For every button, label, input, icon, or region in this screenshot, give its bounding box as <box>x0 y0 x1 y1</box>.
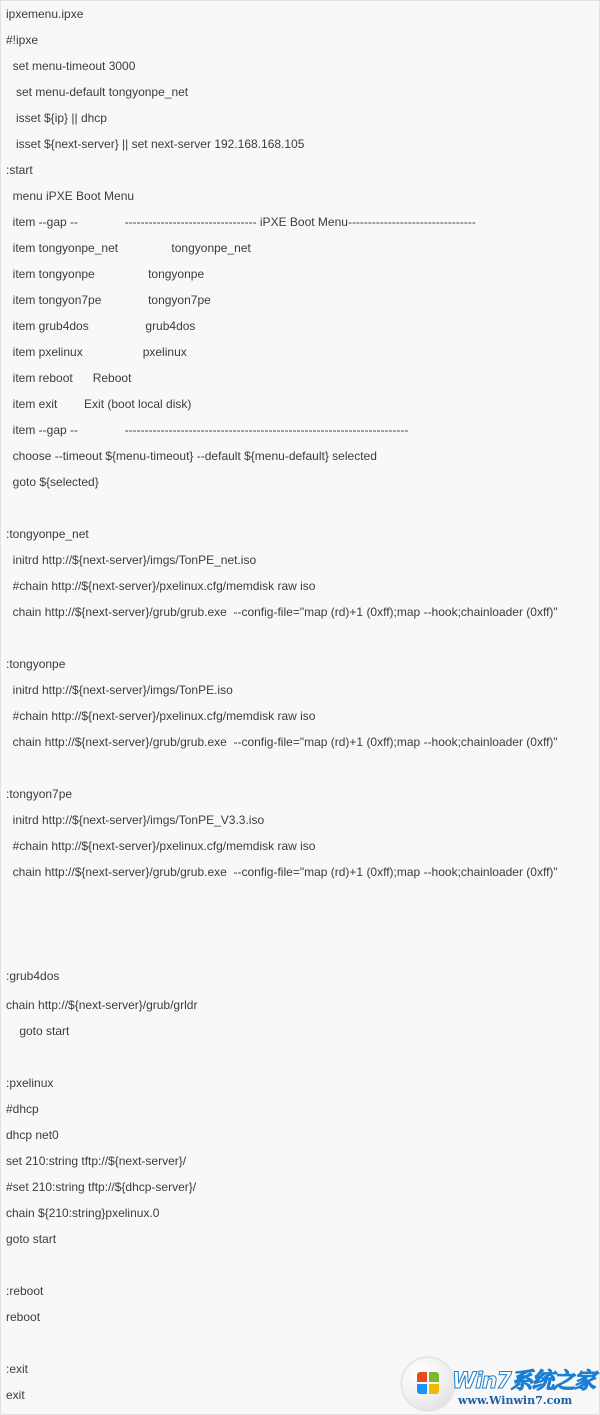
code-line: #chain http://${next-server}/pxelinux.cfg/memdisk raw iso <box>6 709 316 723</box>
code-line: isset ${ip} || dhcp <box>6 111 107 125</box>
code-line: item exit Exit (boot local disk) <box>6 397 192 411</box>
code-line: isset ${next-server} || set next-server 192.168.168.105 <box>6 137 305 151</box>
code-line: item reboot Reboot <box>6 371 132 385</box>
code-line: goto start <box>6 1024 70 1038</box>
code-line: initrd http://${next-server}/imgs/TonPE_net.iso <box>6 553 257 567</box>
code-line: goto start <box>6 1232 57 1246</box>
code-line: goto ${selected} <box>6 475 99 489</box>
code-line: #!ipxe <box>6 33 39 47</box>
code-line: item tongyonpe tongyonpe <box>6 267 205 281</box>
site-watermark <box>402 1358 598 1413</box>
code-line: :reboot <box>6 1284 44 1298</box>
code-line: exit <box>6 1388 25 1402</box>
code-line: set 210:string tftp://${next-server}/ <box>6 1154 187 1168</box>
code-line: chain ${210:string}pxelinux.0 <box>6 1206 160 1220</box>
code-line: #chain http://${next-server}/pxelinux.cfg/memdisk raw iso <box>6 579 316 593</box>
code-line: chain http://${next-server}/grub/grub.exe --config-file="map (rd)+1 (0xff);map --hook;chainloader (0xff)" <box>6 735 558 749</box>
code-line: :pxelinux <box>6 1076 54 1090</box>
code-line: item grub4dos grub4dos <box>6 319 196 333</box>
code-line: ipxemenu.ipxe <box>6 7 84 21</box>
code-line: dhcp net0 <box>6 1128 59 1142</box>
code-line: :start <box>6 163 33 177</box>
code-line: initrd http://${next-server}/imgs/TonPE_V3.3.iso <box>6 813 265 827</box>
windows-logo-icon <box>402 1358 454 1410</box>
code-line: item tongyon7pe tongyon7pe <box>6 293 211 307</box>
code-line: #set 210:string tftp://${dhcp-server}/ <box>6 1180 197 1194</box>
code-line: item pxelinux pxelinux <box>6 345 187 359</box>
code-line: menu iPXE Boot Menu <box>6 189 135 203</box>
code-line: chain http://${next-server}/grub/grub.exe --config-file="map (rd)+1 (0xff);map --hook;chainloader (0xff)" <box>6 865 558 879</box>
code-line: initrd http://${next-server}/imgs/TonPE.iso <box>6 683 233 697</box>
code-line: chain http://${next-server}/grub/grldr <box>6 998 198 1012</box>
code-line: choose --timeout ${menu-timeout} --default ${menu-default} selected <box>6 449 377 463</box>
watermark-url: www.Winwin7.com <box>458 1394 573 1407</box>
code-line: :grub4dos <box>6 969 60 983</box>
code-line: set menu-default tongyonpe_net <box>6 85 189 99</box>
code-line: item --gap -- --------------------------------- iPXE Boot Menu-------------------------------- <box>6 215 476 229</box>
watermark-title: Win7系统之家 <box>452 1369 595 1394</box>
code-line: reboot <box>6 1310 41 1324</box>
code-line: #dhcp <box>6 1102 39 1116</box>
code-line: set menu-timeout 3000 <box>6 59 136 73</box>
code-line: chain http://${next-server}/grub/grub.exe --config-file="map (rd)+1 (0xff);map --hook;chainloader (0xff)" <box>6 605 558 619</box>
code-line: :exit <box>6 1362 29 1376</box>
code-line: :tongyon7pe <box>6 787 73 801</box>
code-line: :tongyonpe_net <box>6 527 89 541</box>
code-line: item --gap -- ----------------------------------------------------------------------- <box>6 423 409 437</box>
code-line: #chain http://${next-server}/pxelinux.cfg/memdisk raw iso <box>6 839 316 853</box>
code-line: item tongyonpe_net tongyonpe_net <box>6 241 251 255</box>
code-line: :tongyonpe <box>6 657 66 671</box>
